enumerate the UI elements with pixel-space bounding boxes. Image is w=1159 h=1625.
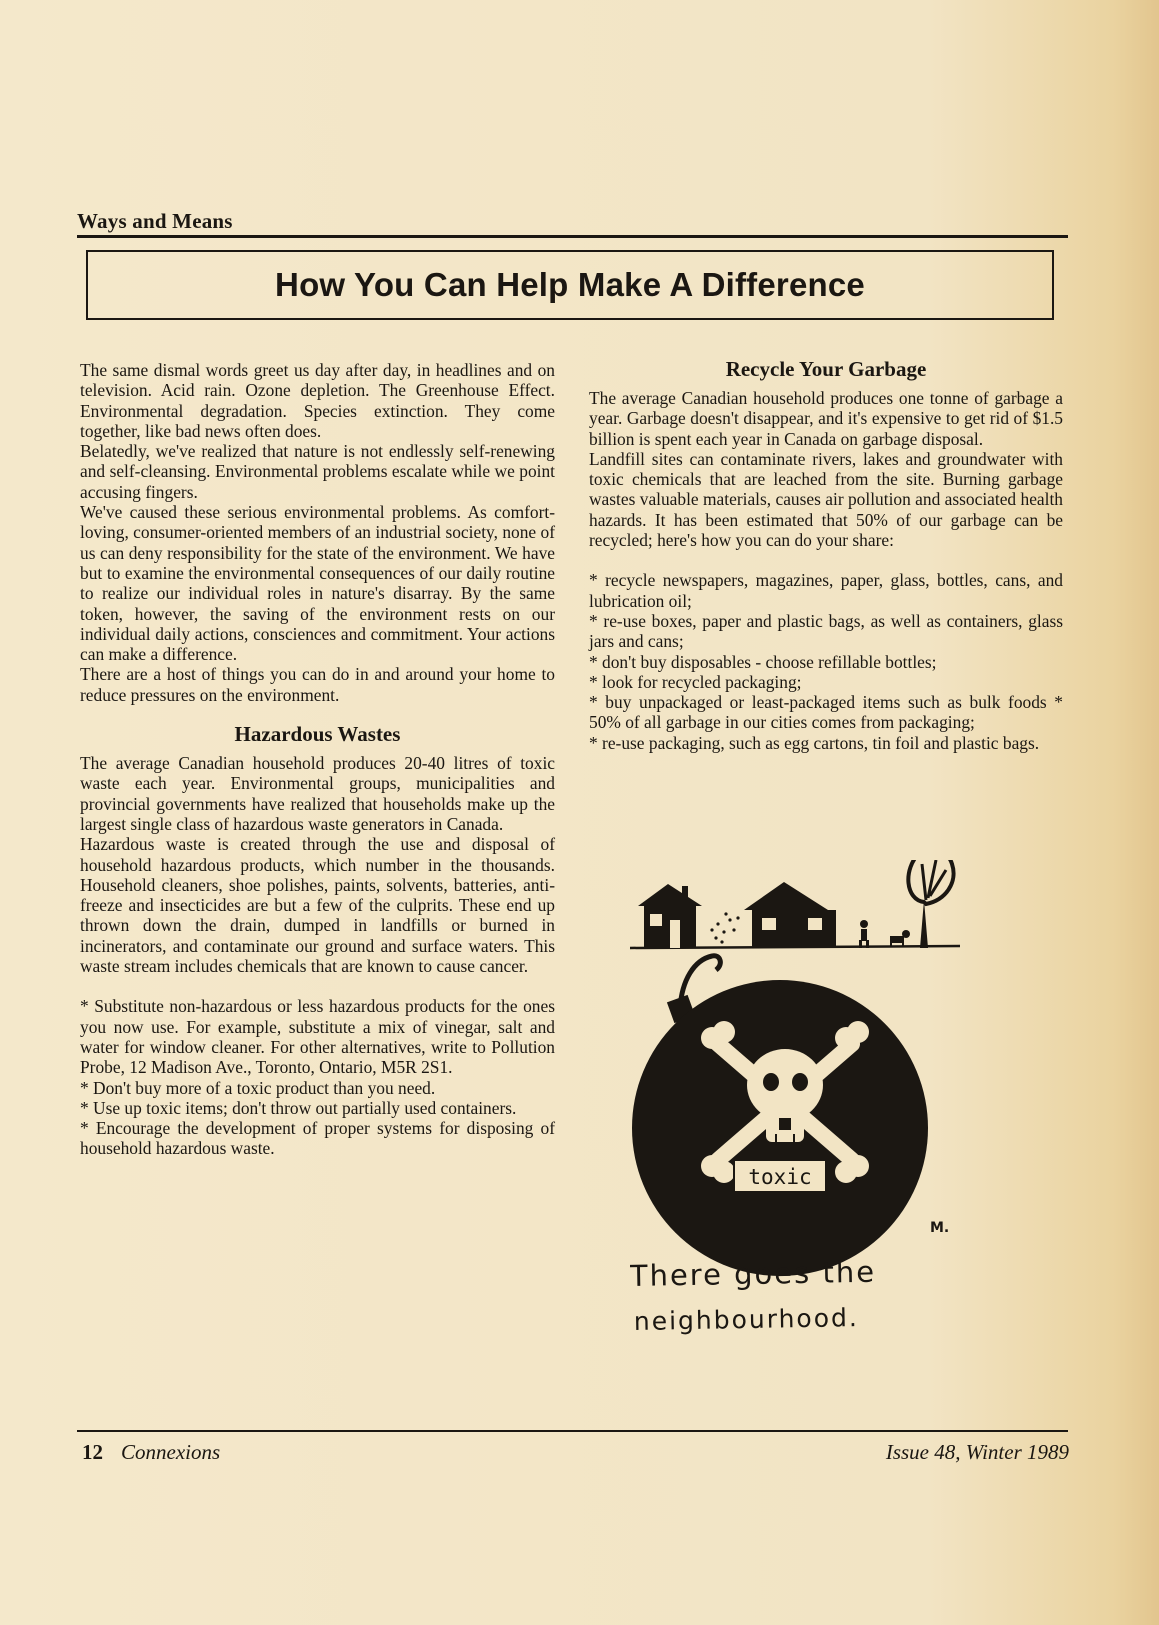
hazardous-tip-3: * Use up toxic items; don't throw out partially used containers.	[80, 1097, 517, 1118]
artist-signature: M.	[930, 1220, 950, 1236]
cartoon-caption-line-2: neighbourhood.	[633, 1303, 860, 1336]
header-rule	[77, 235, 1068, 238]
spray-dots-icon	[710, 912, 739, 943]
hazardous-tip-1: * Substitute non-hazardous or less hazardous products for the ones you now use. For example, substitute a mix of vinegar, salt and water for window cleaner. For other alternatives, write to Pollution Probe, 12 Madison Ave., Toronto, Ontario, M5R 2S1.	[80, 996, 555, 1078]
house-icon	[744, 882, 836, 948]
toxic-label: toxic	[748, 1165, 812, 1189]
recycle-paragraph-1: The average Canadian household produces one tonne of garbage a year. Garbage doesn't disappear, and it's expensive to get rid of $1.5 billion is spent each year in Canada on garbage disposal.	[589, 388, 1063, 449]
publication-name: Connexions	[121, 1440, 221, 1464]
hazardous-tip-4: * Encourage the development of proper systems for disposing of household hazardous waste.	[80, 1118, 555, 1159]
page-title: How You Can Help Make A Difference	[275, 266, 865, 303]
title-box	[86, 250, 1054, 320]
recycle-tip-5: * buy unpackaged or least-packaged items such as bulk foods * 50% of all garbage in our cities comes from packaging;	[589, 692, 1063, 733]
cartoon-caption-line-1: There goes the	[630, 1254, 877, 1293]
spacer	[80, 976, 555, 996]
hazardous-paragraph-1: The average Canadian household produces 20-40 litres of toxic waste each year. Environmental groups, municipalities and provincial governments have realized that households make up the largest single class of hazardous waste generators in Canada.	[80, 753, 555, 834]
page-number: 12	[82, 1440, 103, 1464]
hazardous-wastes-heading: Hazardous Wastes	[234, 722, 401, 747]
tree-icon	[908, 860, 953, 948]
hazardous-tip-2: * Don't buy more of a toxic product than you need.	[80, 1077, 436, 1098]
intro-paragraph-1: The same dismal words greet us day after day, in headlines and on television. Acid rain. Ozone depletion. The Greenhouse Effect. Environmental degradation. Species extinction. They come together, like bad news often does.	[80, 360, 555, 441]
right-column	[589, 356, 1063, 753]
intro-paragraph-3: We've caused these serious environmental problems. As comfort-loving, consumer-oriented members of an industrial society, none of us can deny responsibility for the state of the environment. We have but to examine the environmental consequences of our daily routine to realize our individual roles in nature's disarray. By the same token, however, the saving of the environment rests on our individual daily actions, consciences and commitment. Your actions can make a difference.	[80, 502, 555, 665]
toxic-bomb-cartoon	[630, 860, 960, 1380]
house-icon	[638, 884, 702, 948]
recycle-tip-6: * re-use packaging, such as egg cartons, tin foil and plastic bags.	[589, 732, 1040, 753]
issue-info: Issue 48, Winter 1989	[885, 1440, 1069, 1464]
dog-icon	[890, 930, 910, 947]
intro-paragraph-2: Belatedly, we've realized that nature is not endlessly self-renewing and self-cleansing. Environmental problems escalate while we point accusing fingers.	[80, 441, 555, 502]
recycle-tip-4: * look for recycled packaging;	[589, 671, 802, 692]
recycle-tip-1: * recycle newspapers, magazines, paper, glass, bottles, cans, and lubrication oil;	[589, 570, 1063, 611]
section-label: Ways and Means	[77, 209, 233, 233]
footer-rule	[77, 1430, 1068, 1432]
footer-left	[82, 1440, 220, 1465]
recycle-paragraph-2: Landfill sites can contaminate rivers, lakes and groundwater with toxic chemicals that are leached from the site. Burning garbage wastes valuable materials, causes air pollution and associated health hazards. It has been estimated that 50% of our garbage can be recycled; here's how you can do your share:	[589, 448, 1063, 551]
recycle-heading: Recycle Your Garbage	[725, 357, 927, 381]
intro-paragraph-4: There are a host of things you can do in and around your home to reduce pressures on the environment.	[80, 664, 555, 705]
hazardous-paragraph-2: Hazardous waste is created through the use and disposal of household hazardous products, which number in the thousands. Household cleaners, shoe polishes, paints, solvents, batteries, anti-freeze and insecticides are but a few of the culprits. These end up thrown down the drain, dumped in landfills or burned in incinerators, and contaminate our ground and surface waters. This waste stream includes chemicals that are known to cause cancer.	[80, 834, 555, 977]
person-icon	[859, 920, 869, 948]
recycle-tip-2: * re-use boxes, paper and plastic bags, as well as containers, glass jars and cans;	[589, 610, 1063, 652]
left-column	[80, 360, 555, 1159]
spacer	[589, 550, 1063, 570]
recycle-tip-3: * don't buy disposables - choose refillable bottles;	[589, 651, 937, 672]
